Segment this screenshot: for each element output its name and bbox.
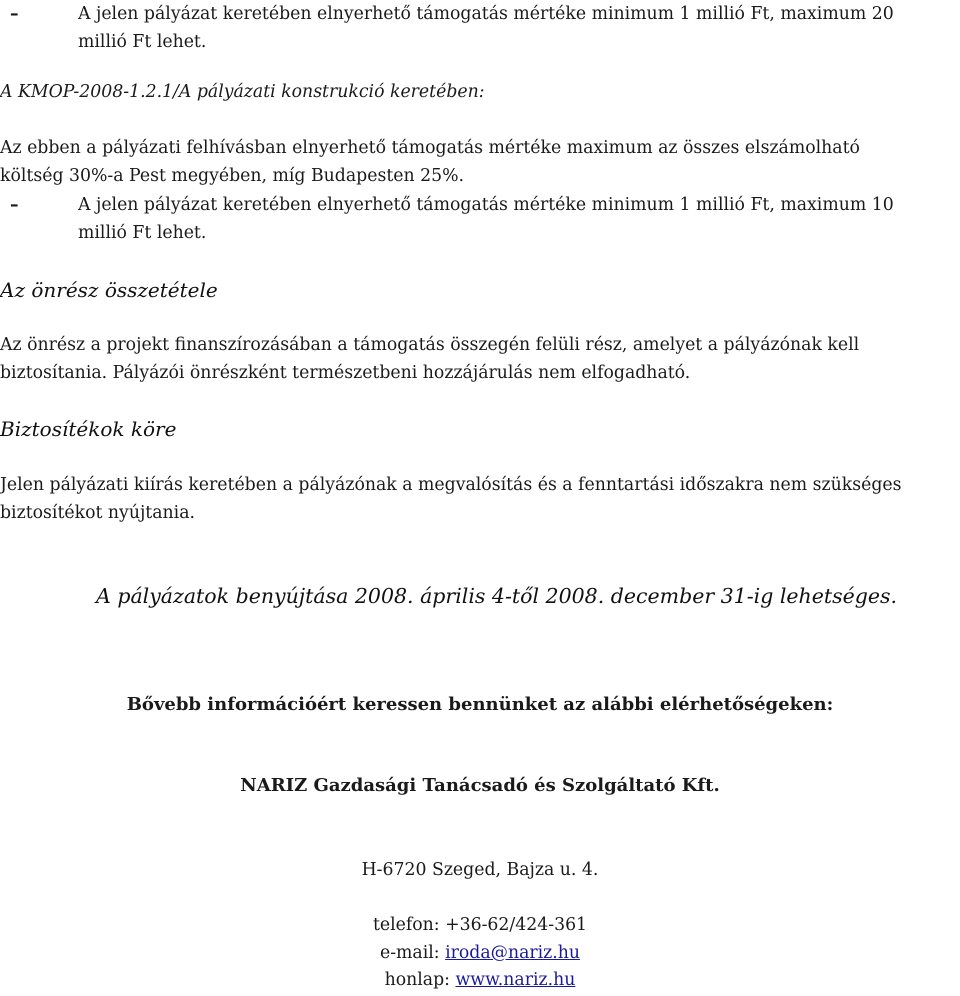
paragraph-line: Jelen pályázati kiírás keretében a pályázónak a megvalósítás és a fenntartási időszakra nem szükséges (0, 475, 902, 495)
bullet-item-funding-10m (78, 191, 957, 247)
own-contribution-paragraph (0, 331, 957, 387)
phone-line (0, 911, 960, 939)
email-line (0, 939, 960, 967)
guarantees-paragraph (0, 471, 957, 527)
phone-number: +36-62/424-361 (445, 915, 588, 935)
paragraph-line: Az ebben a pályázati felhívásban elnyerhető támogatás mértéke maximum az összes elszámolható (0, 138, 860, 158)
company-name: NARIZ Gazdasági Tanácsadó és Szolgáltató Kft. (240, 775, 720, 796)
support-paragraph (0, 134, 957, 190)
own-contribution-heading: Az önrész összetétele (0, 278, 218, 302)
bullet-dash: – (10, 195, 19, 215)
paragraph-line: biztosítania. Pályázói önrészként természetbeni hozzájárulás nem elfogadható. (0, 363, 691, 383)
more-info-line: Bővebb információért keressen bennünket az alábbi elérhetőségeken: (126, 694, 834, 715)
bullet-dash: – (10, 4, 19, 24)
paragraph-line: biztosítékot nyújtania. (0, 503, 196, 523)
phone-label: telefon: (372, 915, 440, 935)
website-link[interactable]: www.nariz.hu (455, 970, 576, 990)
bullet-item-funding-20m (78, 0, 957, 56)
paragraph-line: Az önrész a projekt finanszírozásában a támogatás összegén felüli rész, amelyet a pályázónak kell (0, 335, 860, 355)
bullet-item-line: A jelen pályázat keretében elnyerhető támogatás mértéke minimum 1 millió Ft, maximum 10 (78, 195, 894, 215)
email-label: e-mail: (379, 943, 440, 963)
bullet-item-line: millió Ft lehet. (78, 223, 207, 243)
bullet-item-line: millió Ft lehet. (78, 32, 207, 52)
web-label: honlap: (384, 970, 450, 990)
bullet-item-line: A jelen pályázat keretében elnyerhető támogatás mértéke minimum 1 millió Ft, maximum 20 (78, 4, 894, 24)
web-line (0, 966, 960, 994)
submission-period: A pályázatok benyújtása 2008. április 4-től 2008. december 31-ig lehetséges. (96, 584, 898, 608)
paragraph-line: költség 30%-a Pest megyében, míg Budapesten 25%. (0, 166, 465, 186)
email-link[interactable]: iroda@nariz.hu (445, 943, 581, 963)
guarantees-heading: Biztosítékok köre (0, 417, 177, 441)
address: H-6720 Szeged, Bajza u. 4. (361, 860, 599, 880)
construction-heading: A KMOP-2008-1.2.1/A pályázati konstrukció keretében: (0, 82, 485, 102)
